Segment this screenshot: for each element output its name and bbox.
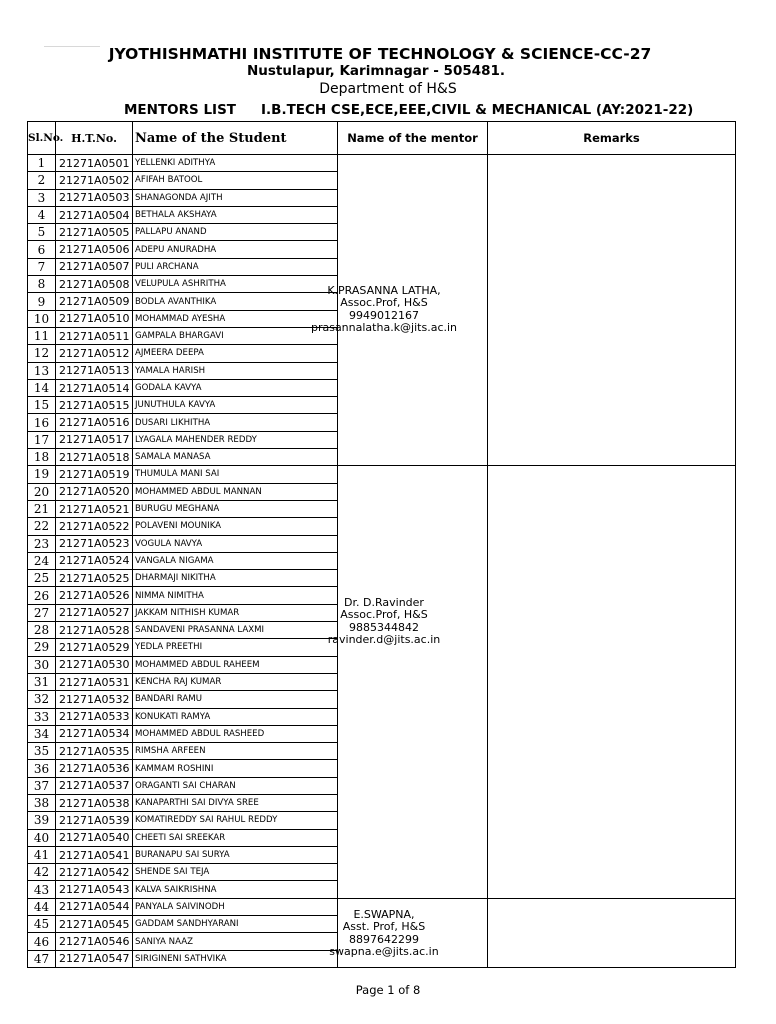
- row-ht-no: 21271A0528: [56, 622, 133, 639]
- row-sl-no: 35: [28, 743, 56, 760]
- row-sl-no: 17: [28, 431, 56, 448]
- row-sl-no: 44: [28, 898, 56, 915]
- row-sl-no: 15: [28, 397, 56, 414]
- row-sl-no: 40: [28, 829, 56, 846]
- row-ht-no: 21271A0531: [56, 673, 133, 690]
- row-student-name: MOHAMMED ABDUL MANNAN: [133, 483, 338, 500]
- row-sl-no: 29: [28, 639, 56, 656]
- row-sl-no: 13: [28, 362, 56, 379]
- row-student-name: BURUGU MEGHANA: [133, 500, 338, 517]
- row-sl-no: 5: [28, 224, 56, 241]
- row-ht-no: 21271A0543: [56, 881, 133, 898]
- table-row: [28, 155, 736, 172]
- row-ht-no: 21271A0525: [56, 570, 133, 587]
- row-student-name: KALVA SAIKRISHNA: [133, 881, 338, 898]
- row-sl-no: 8: [28, 276, 56, 293]
- row-sl-no: 1: [28, 155, 56, 172]
- row-ht-no: 21271A0535: [56, 743, 133, 760]
- row-sl-no: 6: [28, 241, 56, 258]
- row-student-name: KANAPARTHI SAI DIVYA SREE: [133, 794, 338, 811]
- column-header-remarks: Remarks: [488, 122, 736, 155]
- row-student-name: SANIYA NAAZ: [133, 933, 338, 950]
- row-student-name: MOHAMMAD AYESHA: [133, 310, 338, 327]
- program-title: I.B.TECH CSE,ECE,EEE,CIVIL & MECHANICAL (AY:2021-22): [261, 102, 694, 118]
- row-student-name: YELLENKI ADITHYA: [133, 155, 338, 172]
- row-sl-no: 2: [28, 172, 56, 189]
- row-student-name: MOHAMMED ABDUL RASHEED: [133, 725, 338, 742]
- row-ht-no: 21271A0514: [56, 379, 133, 396]
- row-sl-no: 22: [28, 518, 56, 535]
- mentor-designation: Assoc.Prof, H&S: [340, 296, 428, 310]
- row-sl-no: 21: [28, 500, 56, 517]
- row-remarks-cell: [488, 466, 736, 898]
- row-ht-no: 21271A0544: [56, 898, 133, 915]
- row-ht-no: 21271A0541: [56, 846, 133, 863]
- row-sl-no: 28: [28, 622, 56, 639]
- page-number: Page 1 of 8: [355, 983, 421, 997]
- row-ht-no: 21271A0511: [56, 327, 133, 344]
- row-ht-no: 21271A0546: [56, 933, 133, 950]
- row-sl-no: 23: [28, 535, 56, 552]
- row-student-name: KOMATIREDDY SAI RAHUL REDDY: [133, 812, 338, 829]
- row-student-name: GODALA KAVYA: [133, 379, 338, 396]
- row-student-name: CHEETI SAI SREEKAR: [133, 829, 338, 846]
- row-student-name: BANDARI RAMU: [133, 691, 338, 708]
- row-ht-no: 21271A0505: [56, 224, 133, 241]
- row-remarks-cell: [488, 898, 736, 967]
- row-ht-no: 21271A0547: [56, 950, 133, 967]
- row-ht-no: 21271A0502: [56, 172, 133, 189]
- row-sl-no: 4: [28, 206, 56, 223]
- row-sl-no: 34: [28, 725, 56, 742]
- row-ht-no: 21271A0542: [56, 864, 133, 881]
- row-student-name: VELUPULA ASHRITHA: [133, 276, 338, 293]
- row-student-name: AFIFAH BATOOL: [133, 172, 338, 189]
- row-student-name: RIMSHA ARFEEN: [133, 743, 338, 760]
- row-student-name: THUMULA MANI SAI: [133, 466, 338, 483]
- row-sl-no: 26: [28, 587, 56, 604]
- row-student-name: SAMALA MANASA: [133, 449, 338, 466]
- row-sl-no: 11: [28, 327, 56, 344]
- row-sl-no: 16: [28, 414, 56, 431]
- row-student-name: LYAGALA MAHENDER REDDY: [133, 431, 338, 448]
- row-ht-no: 21271A0516: [56, 414, 133, 431]
- mentor-phone: 9949012167: [349, 308, 419, 322]
- table-header-row: [28, 122, 736, 155]
- row-sl-no: 36: [28, 760, 56, 777]
- column-header-ht-no: H.T.No.: [56, 122, 133, 155]
- row-sl-no: 20: [28, 483, 56, 500]
- row-sl-no: 3: [28, 189, 56, 206]
- row-student-name: POLAVENI MOUNIKA: [133, 518, 338, 535]
- row-ht-no: 21271A0537: [56, 777, 133, 794]
- row-sl-no: 27: [28, 604, 56, 621]
- row-ht-no: 21271A0522: [56, 518, 133, 535]
- list-title: MENTORS LIST: [124, 102, 237, 118]
- mentor-name: E.SWAPNA,: [353, 908, 415, 921]
- row-ht-no: 21271A0508: [56, 276, 133, 293]
- row-ht-no: 21271A0509: [56, 293, 133, 310]
- row-ht-no: 21271A0534: [56, 725, 133, 742]
- row-student-name: AJMEERA DEEPA: [133, 345, 338, 362]
- row-ht-no: 21271A0527: [56, 604, 133, 621]
- column-header-student: Name of the Student: [133, 122, 338, 155]
- mentor-info-2: [310, 597, 458, 647]
- row-remarks-cell: [488, 155, 736, 466]
- row-ht-no: 21271A0517: [56, 431, 133, 448]
- row-sl-no: 38: [28, 794, 56, 811]
- row-ht-no: 21271A0513: [56, 362, 133, 379]
- row-student-name: ADEPU ANURADHA: [133, 241, 338, 258]
- column-header-sl-no: Sl.No.: [28, 122, 56, 155]
- row-ht-no: 21271A0545: [56, 916, 133, 933]
- row-student-name: BURANAPU SAI SURYA: [133, 846, 338, 863]
- row-ht-no: 21271A0523: [56, 535, 133, 552]
- row-student-name: KONUKATI RAMYA: [133, 708, 338, 725]
- row-student-name: KENCHA RAJ KUMAR: [133, 673, 338, 690]
- row-sl-no: 25: [28, 570, 56, 587]
- row-student-name: KAMMAM ROSHINI: [133, 760, 338, 777]
- row-ht-no: 21271A0538: [56, 794, 133, 811]
- institute-title: JYOTHISHMATHI INSTITUTE OF TECHNOLOGY & SCIENCE-CC-27: [108, 45, 652, 63]
- mentor-info-1: [310, 285, 458, 335]
- row-sl-no: 7: [28, 258, 56, 275]
- row-ht-no: 21271A0504: [56, 206, 133, 223]
- mentor-email: swapna.e@jits.ac.in: [329, 945, 439, 959]
- row-ht-no: 21271A0532: [56, 691, 133, 708]
- mentor-email: ravinder.d@jits.ac.in: [327, 633, 441, 647]
- row-ht-no: 21271A0521: [56, 500, 133, 517]
- row-sl-no: 45: [28, 916, 56, 933]
- table-body: [28, 155, 736, 968]
- row-sl-no: 31: [28, 673, 56, 690]
- mentor-phone: 9885344842: [349, 620, 419, 634]
- mentor-email: prasannalatha.k@jits.ac.in: [310, 321, 458, 335]
- row-student-name: GADDAM SANDHYARANI: [133, 916, 338, 933]
- row-student-name: PANYALA SAIVINODH: [133, 898, 338, 915]
- row-student-name: SHENDE SAI TEJA: [133, 864, 338, 881]
- row-ht-no: 21271A0518: [56, 449, 133, 466]
- mentors-table: [27, 121, 735, 970]
- row-student-name: PALLAPU ANAND: [133, 224, 338, 241]
- row-ht-no: 21271A0512: [56, 345, 133, 362]
- row-ht-no: 21271A0524: [56, 552, 133, 569]
- mentor-name: Dr. D.Ravinder: [344, 596, 424, 609]
- row-student-name: YAMALA HARISH: [133, 362, 338, 379]
- row-student-name: YEDLA PREETHI: [133, 639, 338, 656]
- row-ht-no: 21271A0533: [56, 708, 133, 725]
- row-sl-no: 19: [28, 466, 56, 483]
- row-ht-no: 21271A0519: [56, 466, 133, 483]
- mentor-name: K.PRASANNA LATHA,: [327, 284, 441, 297]
- department-title: Department of H&S: [319, 81, 457, 97]
- row-ht-no: 21271A0536: [56, 760, 133, 777]
- row-ht-no: 21271A0507: [56, 258, 133, 275]
- row-student-name: NIMMA NIMITHA: [133, 587, 338, 604]
- mentor-designation: Asst. Prof, H&S: [342, 920, 426, 934]
- mentor-info-3: [310, 909, 458, 959]
- row-sl-no: 12: [28, 345, 56, 362]
- row-student-name: PULI ARCHANA: [133, 258, 338, 275]
- row-mentor-cell: [338, 466, 488, 898]
- row-ht-no: 21271A0526: [56, 587, 133, 604]
- row-sl-no: 32: [28, 691, 56, 708]
- row-student-name: BODLA AVANTHIKA: [133, 293, 338, 310]
- column-header-mentor: Name of the mentor: [338, 122, 488, 155]
- row-student-name: JUNUTHULA KAVYA: [133, 397, 338, 414]
- row-student-name: BETHALA AKSHAYA: [133, 206, 338, 223]
- row-sl-no: 10: [28, 310, 56, 327]
- row-student-name: DHARMAJI NIKITHA: [133, 570, 338, 587]
- row-ht-no: 21271A0503: [56, 189, 133, 206]
- row-sl-no: 47: [28, 950, 56, 967]
- row-student-name: GAMPALA BHARGAVI: [133, 327, 338, 344]
- institute-address: Nustulapur, Karimnagar - 505481.: [246, 63, 506, 79]
- row-ht-no: 21271A0539: [56, 812, 133, 829]
- row-ht-no: 21271A0540: [56, 829, 133, 846]
- row-sl-no: 14: [28, 379, 56, 396]
- row-sl-no: 24: [28, 552, 56, 569]
- row-student-name: VANGALA NIGAMA: [133, 552, 338, 569]
- row-sl-no: 39: [28, 812, 56, 829]
- row-ht-no: 21271A0529: [56, 639, 133, 656]
- row-student-name: ORAGANTI SAI CHARAN: [133, 777, 338, 794]
- row-student-name: MOHAMMED ABDUL RAHEEM: [133, 656, 338, 673]
- row-student-name: JAKKAM NITHISH KUMAR: [133, 604, 338, 621]
- row-ht-no: 21271A0510: [56, 310, 133, 327]
- row-sl-no: 46: [28, 933, 56, 950]
- row-ht-no: 21271A0515: [56, 397, 133, 414]
- row-sl-no: 43: [28, 881, 56, 898]
- row-student-name: DUSARI LIKHITHA: [133, 414, 338, 431]
- row-sl-no: 30: [28, 656, 56, 673]
- row-ht-no: 21271A0501: [56, 155, 133, 172]
- row-sl-no: 37: [28, 777, 56, 794]
- row-sl-no: 9: [28, 293, 56, 310]
- row-student-name: SANDAVENI PRASANNA LAXMI: [133, 622, 338, 639]
- mentor-designation: Assoc.Prof, H&S: [340, 608, 428, 622]
- row-sl-no: 18: [28, 449, 56, 466]
- row-sl-no: 41: [28, 846, 56, 863]
- row-student-name: VOGULA NAVYA: [133, 535, 338, 552]
- row-student-name: SHANAGONDA AJITH: [133, 189, 338, 206]
- mentor-phone: 8897642299: [349, 932, 419, 946]
- row-sl-no: 33: [28, 708, 56, 725]
- table-row: [28, 466, 736, 483]
- row-student-name: SIRIGINENI SATHVIKA: [133, 950, 338, 967]
- row-sl-no: 42: [28, 864, 56, 881]
- row-ht-no: 21271A0520: [56, 483, 133, 500]
- row-ht-no: 21271A0506: [56, 241, 133, 258]
- row-ht-no: 21271A0530: [56, 656, 133, 673]
